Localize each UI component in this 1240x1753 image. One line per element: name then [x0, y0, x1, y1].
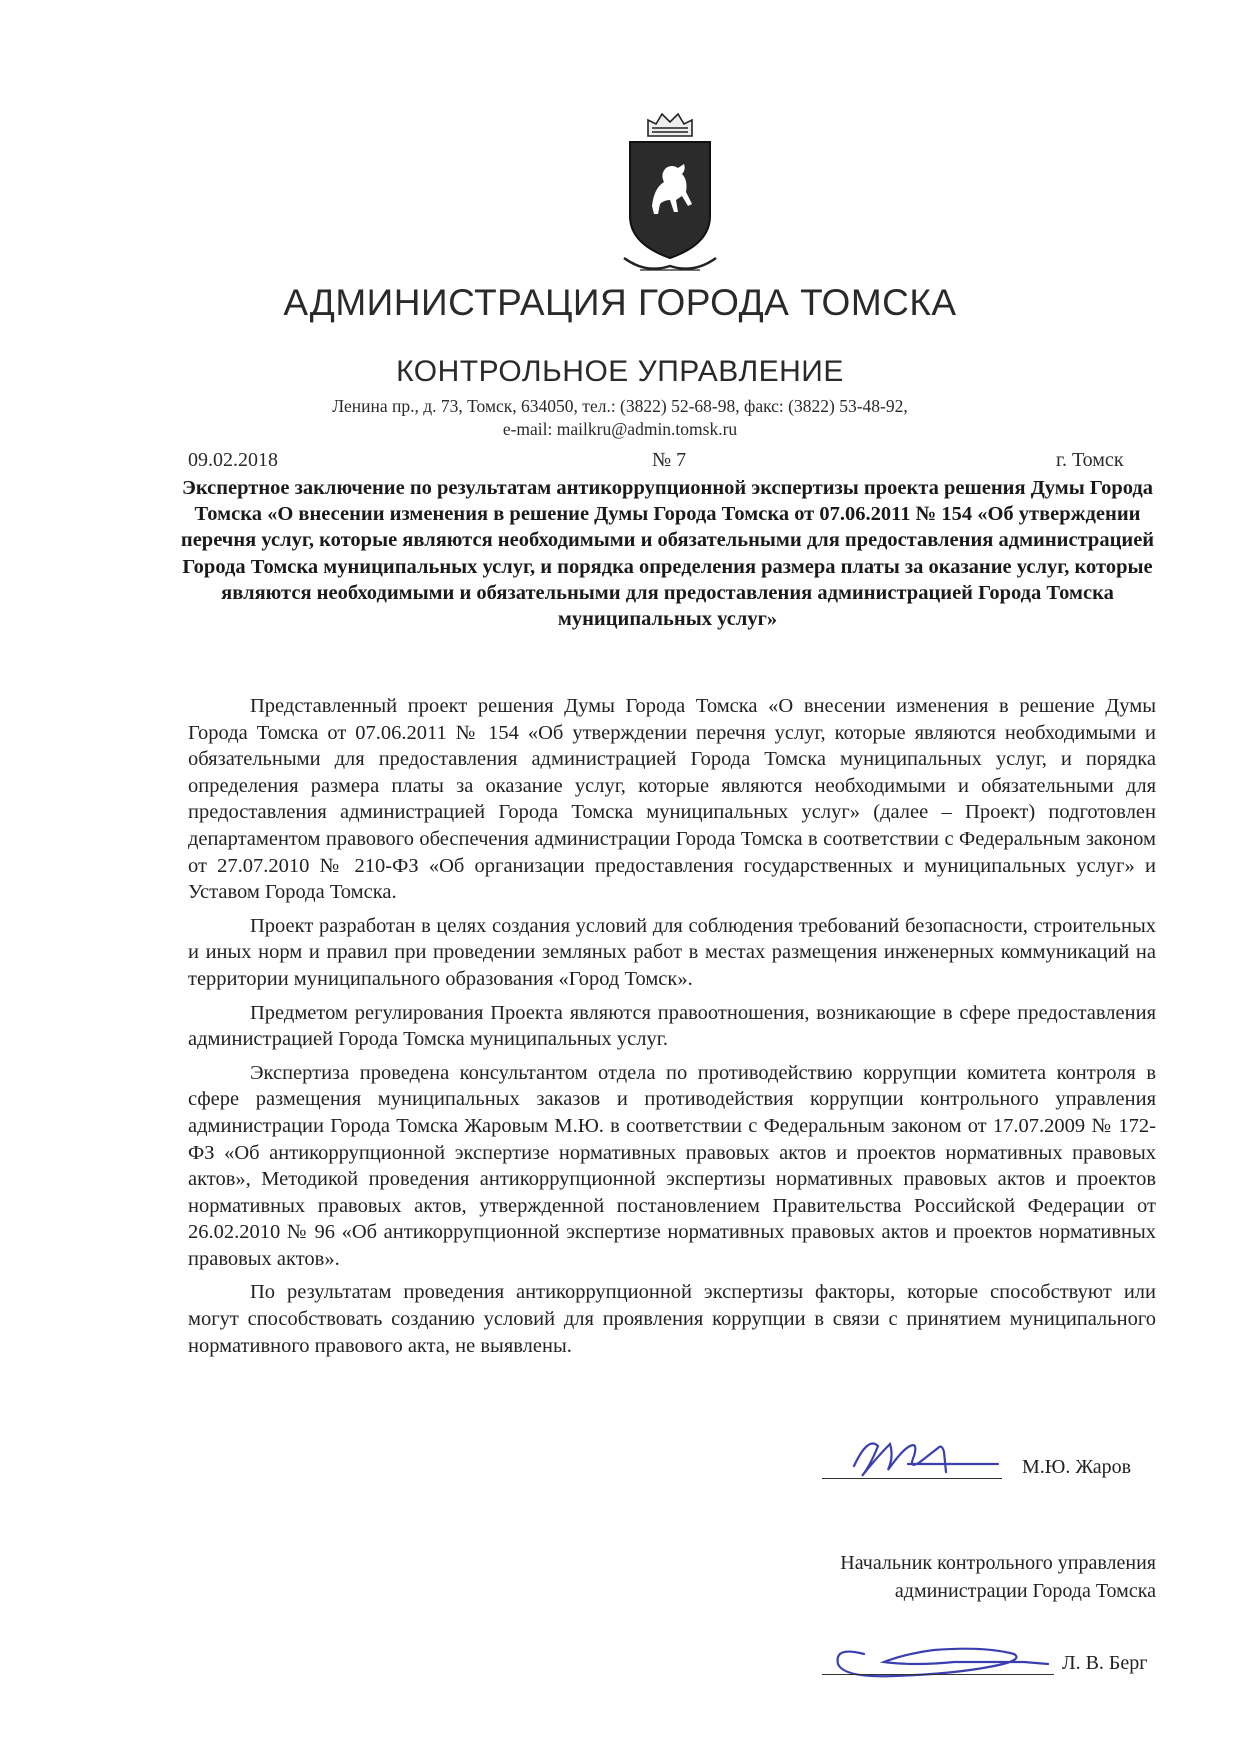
body-paragraph: По результатам проведения антикоррупционной экспертизы факторы, которые способствуют или могут способствовать созданию условий для проявления коррупции в связи с принятием муниципального нормативного правового акта, не выявлены.: [188, 1281, 1156, 1357]
handwritten-signature-icon: [848, 1426, 1008, 1486]
department-name: КОНТРОЛЬНОЕ УПРАВЛЕНИЕ: [396, 355, 844, 388]
position-line: администрации Города Томска: [894, 1580, 1156, 1602]
org-name: АДМИНИСТРАЦИЯ ГОРОДА ТОМСКА: [283, 282, 957, 323]
body-paragraph: Экспертиза проведена консультантом отдела по противодействию коррупции комитета контроля в сфере размещения муниципальных заказов и противодействия коррупции контрольного управления администрации Города Томска Жаровым М.Ю. в соответствии с Федеральным законом от 17.07.2009 № 172-ФЗ «Об антикоррупционной экспертизе нормативных правовых актов и проектов нормативных правовых актов», Методикой проведения антикоррупционной экспертизы нормативных правовых актов и проектов нормативных правовых актов, утвержденной постановлением Правительства Российской Федерации от 26.02.2010 № 96 «Об антикоррупционной экспертизе нормативных правовых актов и проектов нормативных правовых актов».: [188, 1061, 1156, 1270]
body-paragraph: Представленный проект решения Думы Города Томска «О внесении изменения в решение Думы Города Томска от 07.06.2011 № 154 «Об утверждении перечня услуг, которые являются необходимыми и обязательными для предоставления администрацией Города Томска муниципальных услуг, и порядка определения размера платы за оказание услуг, которые являются необходимыми и обязательными для предоставления администрацией Города Томска муниципальных услуг» (далее – Проект) подготовлен департаментом правового обеспечения администрации Города Томска в соответствии с Федеральным законом от 27.07.2010 № 210-ФЗ «Об организации предоставления государственных и муниципальных услуг» и Уставом Города Томска.: [188, 695, 1156, 904]
document-city: г. Томск: [1056, 449, 1124, 471]
handwritten-signature-icon: [824, 1636, 1054, 1686]
body-paragraph: Предметом регулирования Проекта являются правоотношения, возникающие в сфере предоставления администрацией Города Томска муниципальных услуг.: [188, 1001, 1156, 1051]
document-heading: Экспертное заключение по результатам антикоррупционной экспертизы проекта решения Думы Города Томска «О внесении изменения в решение Думы Города Томска от 07.06.2011 № 154 «Об утверждении перечня услуг, которые являются необходимыми и обязательными для предоставления администрацией Города Томска муниципальных услуг, и порядка определения размера платы за оказание услуг, которые являются необходимыми и обязательными для предоставления администрацией Города Томска муниципальных услуг»: [180, 477, 1155, 631]
position-line: Начальник контрольного управления: [840, 1552, 1156, 1574]
signer-name: Л. В. Берг: [1062, 1652, 1148, 1674]
signature-line: [822, 1478, 1002, 1479]
document-number: № 7: [652, 449, 687, 471]
document-date: 09.02.2018: [188, 449, 278, 471]
tomsk-coat-of-arms-icon: [606, 108, 734, 284]
email-line: e-mail: mailkru@admin.tomsk.ru: [502, 419, 738, 439]
body-paragraph: Проект разработан в целях создания условий для соблюдения требований безопасности, строительных и иных норм и правил при проведении земляных работ в местах размещения инженерных коммуникаций на территории муниципального образования «Город Томск».: [188, 914, 1156, 990]
signer-name: М.Ю. Жаров: [1022, 1456, 1132, 1478]
signature-line: [822, 1674, 1054, 1675]
address-line: Ленина пр., д. 73, Томск, 634050, тел.: (3822) 52-68-98, факс: (3822) 53-48-92,: [332, 396, 908, 416]
document-body: [188, 693, 1156, 1366]
signer-position: [840, 1549, 1156, 1605]
